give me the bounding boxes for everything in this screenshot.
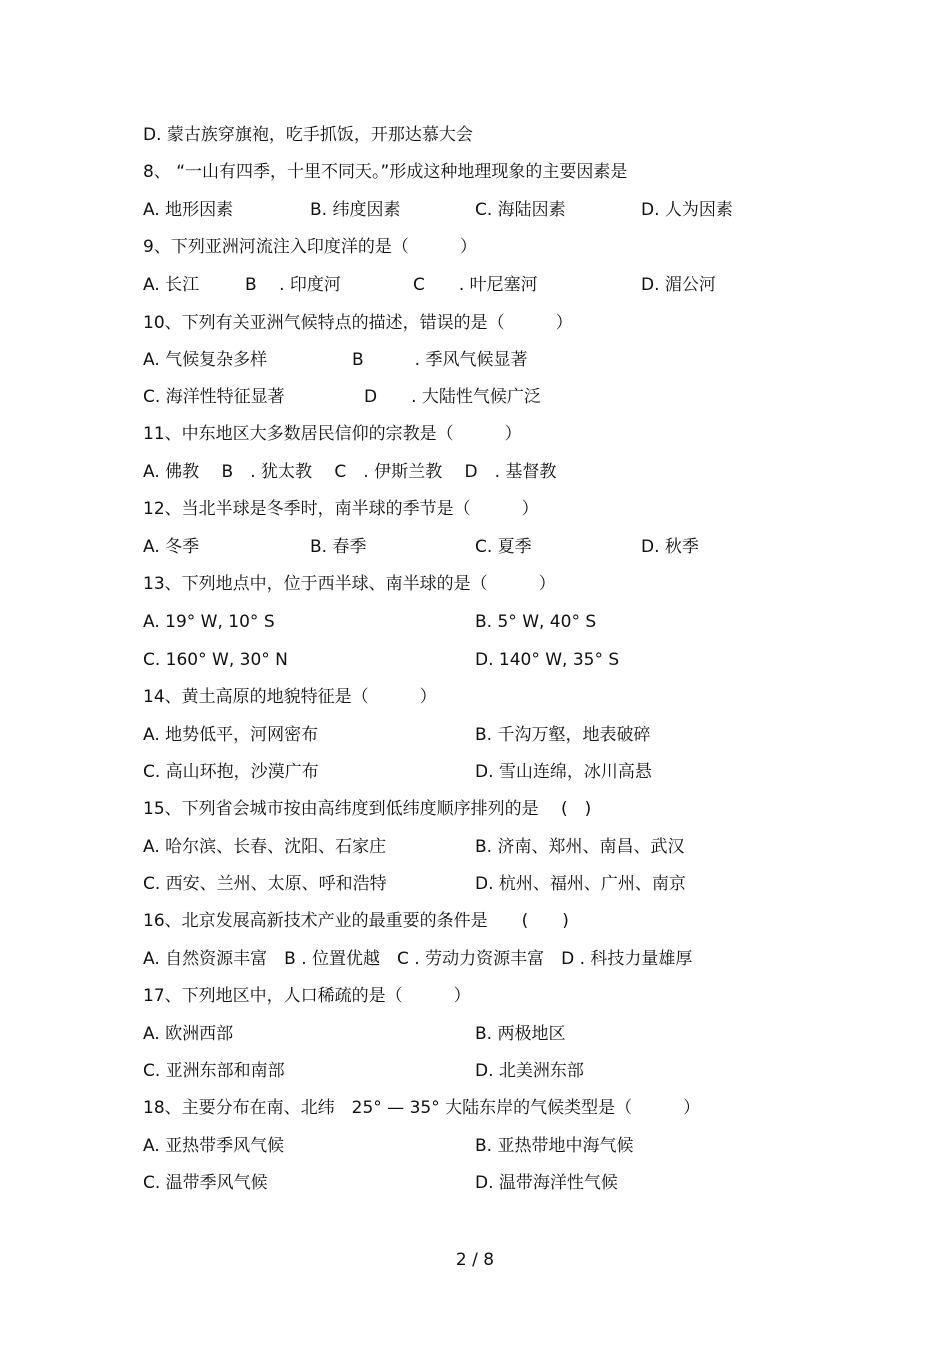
q18-option-c: C. 温带季风气候 xyxy=(143,1173,268,1193)
q9-option-c: C . 叶尼塞河 xyxy=(413,275,538,295)
q18-option-d: D. 温带海洋性气候 xyxy=(475,1173,618,1193)
q13-option-b: B. 5° W, 40° S xyxy=(475,612,597,632)
q17-option-d: D. 北美洲东部 xyxy=(475,1061,584,1081)
q10-stem: 10、下列有关亚洲气候特点的描述，错误的是（ ） xyxy=(143,313,573,333)
q12-stem: 12、当北半球是冬季时，南半球的季节是（ ） xyxy=(143,499,539,519)
q11-stem: 11、中东地区大多数居民信仰的宗教是（ ） xyxy=(143,424,522,444)
q17-option-b: B. 两极地区 xyxy=(475,1024,566,1044)
page-number: 2 / 8 xyxy=(455,1250,495,1270)
q9-stem: 9、下列亚洲河流注入印度洋的是（ ） xyxy=(143,237,477,257)
q9-option-b: B . 印度河 xyxy=(245,275,341,295)
q12-option-d: D. 秋季 xyxy=(641,537,699,557)
q18-option-b: B. 亚热带地中海气候 xyxy=(475,1136,634,1156)
q12-option-c: C. 夏季 xyxy=(475,537,532,557)
q7-option-d: D. 蒙古族穿旗袍，吃手抓饭，开那达慕大会 xyxy=(143,125,473,145)
q10-option-c: C. 海洋性特征显著 xyxy=(143,387,285,407)
q15-option-d: D. 杭州、福州、广州、南京 xyxy=(475,874,686,894)
q10-option-d: D . 大陆性气候广泛 xyxy=(364,387,541,407)
q18-option-a: A. 亚热带季风气候 xyxy=(143,1136,285,1156)
q15-option-a: A. 哈尔滨、长春、沈阳、石家庄 xyxy=(143,837,387,857)
q17-option-c: C. 亚洲东部和南部 xyxy=(143,1061,285,1081)
q17-stem: 17、下列地区中，人口稀疏的是（ ） xyxy=(143,986,471,1006)
q11-options: A. 佛教 B . 犹太教 C . 伊斯兰教 D . 基督教 xyxy=(143,462,557,482)
q17-option-a: A. 欧洲西部 xyxy=(143,1024,234,1044)
q14-option-d: D. 雪山连绵，冰川高悬 xyxy=(475,762,652,782)
q12-option-b: B. 春季 xyxy=(310,537,367,557)
q18-stem: 18、主要分布在南、北纬 25° — 35° 大陆东岸的气候类型是（ ） xyxy=(143,1098,701,1118)
q13-stem: 13、下列地点中，位于西半球、南半球的是（ ） xyxy=(143,574,556,594)
q9-option-a: A. 长江 xyxy=(143,275,200,295)
q16-options: A. 自然资源丰富 B . 位置优越 C . 劳动力资源丰富 D . 科技力量雄厚 xyxy=(143,949,693,969)
q15-option-c: C. 西安、兰州、太原、呼和浩特 xyxy=(143,874,387,894)
q8-stem: 8、 “一山有四季，十里不同天。”形成这种地理现象的主要因素是 xyxy=(143,162,628,182)
q8-option-c: C. 海陆因素 xyxy=(475,200,566,220)
q12-option-a: A. 冬季 xyxy=(143,537,200,557)
q13-option-a: A. 19° W, 10° S xyxy=(143,612,275,632)
q15-stem: 15、下列省会城市按由高纬度到低纬度顺序排列的是 ( ) xyxy=(143,799,592,819)
q16-stem: 16、北京发展高新技术产业的最重要的条件是 ( ) xyxy=(143,911,569,931)
q15-option-b: B. 济南、郑州、南昌、武汉 xyxy=(475,837,685,857)
q8-option-a: A. 地形因素 xyxy=(143,200,234,220)
q10-option-b: B . 季风气候显著 xyxy=(352,350,528,370)
q14-option-b: B. 千沟万壑，地表破碎 xyxy=(475,725,651,745)
q14-option-a: A. 地势低平，河网密布 xyxy=(143,725,319,745)
q13-option-d: D. 140° W, 35° S xyxy=(475,650,620,670)
q13-option-c: C. 160° W, 30° N xyxy=(143,650,288,670)
q9-option-d: D. 湄公河 xyxy=(641,275,716,295)
q8-option-d: D. 人为因素 xyxy=(641,200,733,220)
q8-option-b: B. 纬度因素 xyxy=(310,200,401,220)
q14-stem: 14、黄土高原的地貌特征是（ ） xyxy=(143,687,437,707)
q10-option-a: A. 气候复杂多样 xyxy=(143,350,268,370)
q14-option-c: C. 高山环抱，沙漠广布 xyxy=(143,762,319,782)
